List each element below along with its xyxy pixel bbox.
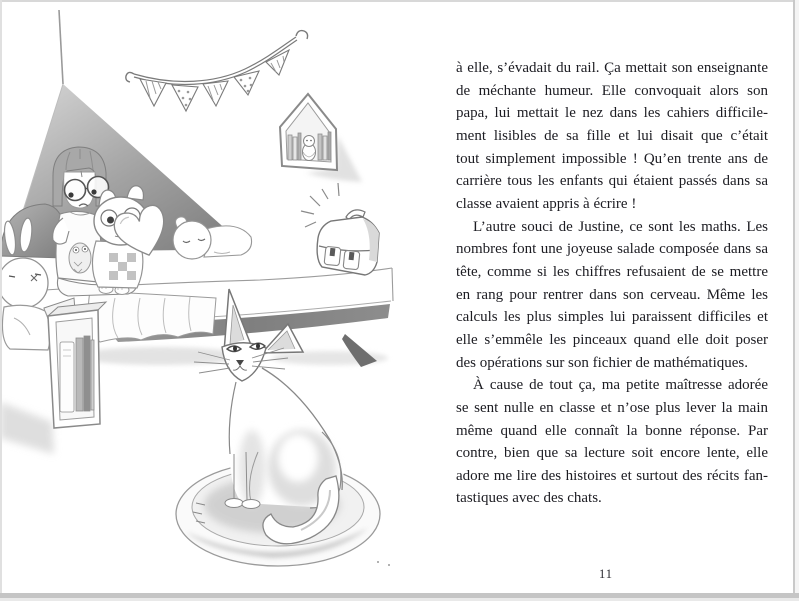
text-line: même quand elle connaît la bonne réponse. Par <box>456 422 768 439</box>
owl-print-icon <box>69 243 91 273</box>
paragraph <box>456 216 768 375</box>
frame-edge-right <box>793 0 795 601</box>
text-line: de méchante humeur. Elle convoquait alors son <box>456 82 768 99</box>
page-number: 11 <box>598 567 614 581</box>
text-line: calculs les plus simples lui paraissent difficiles et <box>456 309 768 326</box>
text-line: elle s’emmêle les pinceaux quand elle doit poser <box>456 331 768 348</box>
text-line: en rang pour rentrer dans son cerveau. Même les <box>456 286 768 303</box>
floor-dots <box>377 561 390 566</box>
text-line: à elle, s’évadait du rail. Ça mettait son enseignante <box>456 60 768 76</box>
page-text <box>456 57 768 510</box>
paragraph <box>456 57 768 216</box>
paragraph <box>456 374 768 510</box>
text-line: se sent nulle en classe et n’ose plus lever la main <box>456 399 768 416</box>
school-satchel-icon <box>317 210 379 275</box>
text-line: tout simplement impossible ! Qu’en trente ans de <box>456 150 768 167</box>
text-line: papa, lui mettait le nez dans les cahiers difficile- <box>456 105 768 122</box>
doll-icon <box>303 136 316 161</box>
text-line: nombres font une joyeuse salade composée dans sa <box>456 241 768 258</box>
text-line: classe avaient appris à écrire ! <box>456 195 637 212</box>
text-line: L’autre souci de Justine, ce sont les maths. Les <box>473 218 768 235</box>
house-shelf-icon <box>280 94 362 182</box>
frame-edge-right-pad <box>795 0 799 601</box>
text-line: carrière tous les enfants qui étaient passés dans sa <box>456 173 768 190</box>
text-line: ment lisibles de sa fille et lui disait que c’était <box>456 127 768 144</box>
text-line: À cause de tout ça, ma petite maîtresse adorée <box>473 377 768 394</box>
text-line: contre, bien que sa lecture soit encore lente, elle <box>456 445 768 462</box>
text-line: des opérations sur son fichier de mathématiques. <box>456 354 749 371</box>
text-line: tastiques avec des chats. <box>456 490 602 507</box>
text-line: adore me lire des histoires et surtout des récits fan- <box>456 467 768 484</box>
text-line: tête, comme si les chiffres refusaient de se mettre <box>456 263 768 280</box>
pennant-garland-icon <box>126 31 308 111</box>
